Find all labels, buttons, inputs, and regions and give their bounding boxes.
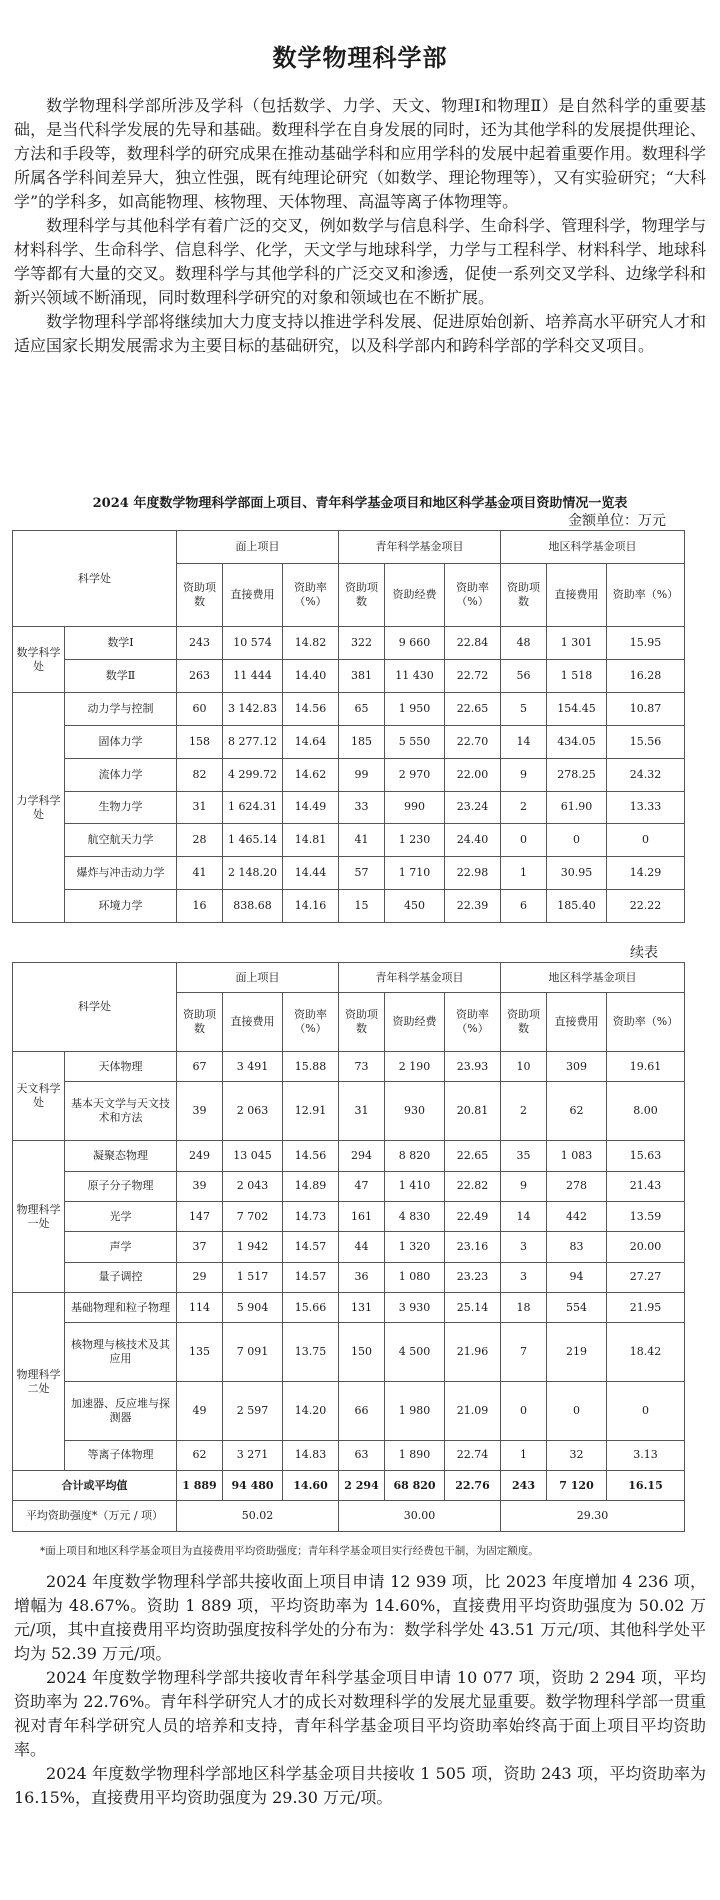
value-cell: 0 — [547, 824, 607, 857]
header-subcolumn: 资助项数 — [339, 563, 385, 627]
value-cell: 243 — [177, 627, 223, 660]
header-subcolumn: 资助经费 — [385, 993, 445, 1052]
value-cell: 1 517 — [223, 1262, 283, 1292]
summary-section — [14, 1570, 706, 1810]
header-subcolumn: 资助经费 — [385, 563, 445, 627]
total-value: 243 — [501, 1471, 547, 1501]
table-row — [13, 1082, 685, 1141]
value-cell: 2 190 — [385, 1052, 445, 1082]
table-row — [13, 1262, 685, 1292]
value-cell: 294 — [339, 1141, 385, 1171]
value-cell: 3 491 — [223, 1052, 283, 1082]
value-cell: 28 — [177, 824, 223, 857]
value-cell: 18 — [501, 1292, 547, 1322]
header-subcolumn: 资助项数 — [339, 993, 385, 1052]
value-cell: 2 — [501, 791, 547, 824]
funding-table-part1 — [12, 530, 685, 923]
value-cell: 19.61 — [607, 1052, 685, 1082]
discipline-cell: 光学 — [65, 1201, 177, 1231]
header-group: 地区科学基金项目 — [501, 531, 685, 564]
table-row — [13, 627, 685, 660]
discipline-cell: 动力学与控制 — [65, 693, 177, 726]
value-cell: 94 — [547, 1262, 607, 1292]
value-cell: 62 — [547, 1082, 607, 1141]
value-cell: 14.57 — [283, 1262, 339, 1292]
table-row — [13, 693, 685, 726]
header-subcolumn: 资助率（%） — [283, 563, 339, 627]
value-cell: 22.65 — [445, 1141, 501, 1171]
value-cell: 0 — [547, 1382, 607, 1441]
value-cell: 14.81 — [283, 824, 339, 857]
header-subcolumn: 资助项数 — [177, 563, 223, 627]
value-cell: 22.84 — [445, 627, 501, 660]
header-subcolumn: 资助率（%） — [445, 563, 501, 627]
discipline-cell: 数学Ⅱ — [65, 660, 177, 693]
value-cell: 65 — [339, 693, 385, 726]
value-cell: 14.56 — [283, 1141, 339, 1171]
value-cell: 1 080 — [385, 1262, 445, 1292]
value-cell: 0 — [607, 1382, 685, 1441]
value-cell: 22.22 — [607, 890, 685, 923]
value-cell: 22.70 — [445, 725, 501, 758]
value-cell: 263 — [177, 660, 223, 693]
value-cell: 15.56 — [607, 725, 685, 758]
value-cell: 22.72 — [445, 660, 501, 693]
header-subcolumn: 资助项数 — [177, 993, 223, 1052]
header-group: 青年科学基金项目 — [339, 531, 501, 564]
value-cell: 27.27 — [607, 1262, 685, 1292]
table-row — [13, 791, 685, 824]
value-cell: 6 — [501, 890, 547, 923]
value-cell: 3 271 — [223, 1440, 283, 1470]
value-cell: 23.23 — [445, 1262, 501, 1292]
discipline-cell: 基本天文学与天文技术和方法 — [65, 1082, 177, 1141]
discipline-cell: 爆炸与冲击动力学 — [65, 857, 177, 890]
value-cell: 7 — [501, 1323, 547, 1382]
value-cell: 16 — [177, 890, 223, 923]
value-cell: 1 890 — [385, 1440, 445, 1470]
value-cell: 2 970 — [385, 758, 445, 791]
value-cell: 44 — [339, 1232, 385, 1262]
value-cell: 22.98 — [445, 857, 501, 890]
discipline-cell: 等离子体物理 — [65, 1440, 177, 1470]
discipline-cell: 航空航天力学 — [65, 824, 177, 857]
value-cell: 219 — [547, 1323, 607, 1382]
value-cell: 10 — [501, 1052, 547, 1082]
value-cell: 15 — [339, 890, 385, 923]
discipline-cell: 加速器、反应堆与探测器 — [65, 1382, 177, 1441]
discipline-cell: 基础物理和粒子物理 — [65, 1292, 177, 1322]
value-cell: 450 — [385, 890, 445, 923]
summary-paragraph: 2024 年度数学物理科学部共接收青年科学基金项目申请 10 077 项，资助 2 294 项，平均资助率为 22.76%。青年科学研究人才的成长对数理科学的发展尤显重要。数学物理科学部一贯重视对青年科学研究人员的培养和支持，青年科学基金项目平均资助率始终高于面上项目平均资助率。 — [14, 1668, 706, 1759]
value-cell: 63 — [339, 1440, 385, 1470]
discipline-cell: 固体力学 — [65, 725, 177, 758]
value-cell: 1 301 — [547, 627, 607, 660]
value-cell: 1 710 — [385, 857, 445, 890]
intro-paragraph: 数学物理科学部将继续加大力度支持以推进学科发展、促进原始创新、培养高水平研究人才和适应国家长期发展需求为主要目标的基础研究，以及科学部内和跨科学部的学科交叉项目。 — [14, 312, 706, 355]
header-row — [13, 531, 685, 564]
header-subcolumn: 资助率（%） — [283, 993, 339, 1052]
value-cell: 9 660 — [385, 627, 445, 660]
table-row — [13, 725, 685, 758]
value-cell: 13.33 — [607, 791, 685, 824]
total-label: 合计或平均值 — [13, 1471, 177, 1501]
value-cell: 31 — [339, 1082, 385, 1141]
discipline-cell: 凝聚态物理 — [65, 1141, 177, 1171]
table-row — [13, 1141, 685, 1171]
summary-paragraph: 2024 年度数学物理科学部地区科学基金项目共接收 1 505 项，资助 243 项，平均资助率为 16.15%，直接费用平均资助强度为 29.30 万元/项。 — [14, 1764, 706, 1807]
value-cell: 61.90 — [547, 791, 607, 824]
value-cell: 13 045 — [223, 1141, 283, 1171]
value-cell: 15.63 — [607, 1141, 685, 1171]
value-cell: 990 — [385, 791, 445, 824]
table-row — [13, 1052, 685, 1082]
total-value: 1 889 — [177, 1471, 223, 1501]
value-cell: 554 — [547, 1292, 607, 1322]
value-cell: 4 299.72 — [223, 758, 283, 791]
value-cell: 21.43 — [607, 1171, 685, 1201]
header-group: 面上项目 — [177, 963, 339, 993]
table-row — [13, 1201, 685, 1231]
value-cell: 309 — [547, 1052, 607, 1082]
total-value: 22.76 — [445, 1471, 501, 1501]
value-cell: 83 — [547, 1232, 607, 1262]
value-cell: 22.82 — [445, 1171, 501, 1201]
value-cell: 14.49 — [283, 791, 339, 824]
value-cell: 22.39 — [445, 890, 501, 923]
value-cell: 18.42 — [607, 1323, 685, 1382]
value-cell: 14.73 — [283, 1201, 339, 1231]
value-cell: 838.68 — [223, 890, 283, 923]
header-subcolumn: 直接费用 — [223, 993, 283, 1052]
value-cell: 14 — [501, 725, 547, 758]
value-cell: 150 — [339, 1323, 385, 1382]
value-cell: 1 320 — [385, 1232, 445, 1262]
value-cell: 161 — [339, 1201, 385, 1231]
value-cell: 3 — [501, 1262, 547, 1292]
value-cell: 278.25 — [547, 758, 607, 791]
value-cell: 1 950 — [385, 693, 445, 726]
value-cell: 13.59 — [607, 1201, 685, 1231]
value-cell: 25.14 — [445, 1292, 501, 1322]
discipline-cell: 声学 — [65, 1232, 177, 1262]
value-cell: 23.93 — [445, 1052, 501, 1082]
value-cell: 1 465.14 — [223, 824, 283, 857]
value-cell: 37 — [177, 1232, 223, 1262]
value-cell: 381 — [339, 660, 385, 693]
value-cell: 2 063 — [223, 1082, 283, 1141]
value-cell: 154.45 — [547, 693, 607, 726]
total-row — [13, 1471, 685, 1501]
value-cell: 47 — [339, 1171, 385, 1201]
value-cell: 39 — [177, 1171, 223, 1201]
value-cell: 1 624.31 — [223, 791, 283, 824]
value-cell: 32 — [547, 1440, 607, 1470]
value-cell: 1 — [501, 1440, 547, 1470]
table-unit: 金额单位：万元 — [568, 513, 666, 529]
value-cell: 21.96 — [445, 1323, 501, 1382]
average-value: 30.00 — [339, 1501, 501, 1532]
value-cell: 158 — [177, 725, 223, 758]
average-row — [13, 1501, 685, 1532]
table-row — [13, 1440, 685, 1470]
total-value: 94 480 — [223, 1471, 283, 1501]
value-cell: 2 — [501, 1082, 547, 1141]
value-cell: 8.00 — [607, 1082, 685, 1141]
table-row — [13, 1292, 685, 1322]
value-cell: 3 — [501, 1232, 547, 1262]
value-cell: 36 — [339, 1262, 385, 1292]
table-footnote: *面上项目和地区科学基金项目为直接费用平均资助强度；青年科学基金项目实行经费包干制，为固定额度。 — [40, 1545, 539, 1557]
value-cell: 57 — [339, 857, 385, 890]
value-cell: 24.32 — [607, 758, 685, 791]
value-cell: 22.00 — [445, 758, 501, 791]
value-cell: 49 — [177, 1382, 223, 1441]
value-cell: 11 430 — [385, 660, 445, 693]
value-cell: 14.56 — [283, 693, 339, 726]
table-row — [13, 824, 685, 857]
header-subcolumn: 直接费用 — [547, 993, 607, 1052]
intro-section — [14, 94, 706, 358]
average-value: 29.30 — [501, 1501, 685, 1532]
value-cell: 67 — [177, 1052, 223, 1082]
value-cell: 10.87 — [607, 693, 685, 726]
value-cell: 0 — [501, 824, 547, 857]
value-cell: 1 518 — [547, 660, 607, 693]
value-cell: 14.44 — [283, 857, 339, 890]
value-cell: 16.28 — [607, 660, 685, 693]
value-cell: 278 — [547, 1171, 607, 1201]
discipline-cell: 流体力学 — [65, 758, 177, 791]
value-cell: 5 — [501, 693, 547, 726]
table-row — [13, 660, 685, 693]
value-cell: 60 — [177, 693, 223, 726]
value-cell: 7 702 — [223, 1201, 283, 1231]
value-cell: 99 — [339, 758, 385, 791]
value-cell: 14.20 — [283, 1382, 339, 1441]
value-cell: 62 — [177, 1440, 223, 1470]
table-row — [13, 890, 685, 923]
value-cell: 1 — [501, 857, 547, 890]
table-row — [13, 758, 685, 791]
value-cell: 21.09 — [445, 1382, 501, 1441]
value-cell: 14.62 — [283, 758, 339, 791]
header-science-dept: 科学处 — [13, 963, 177, 1052]
total-value: 7 120 — [547, 1471, 607, 1501]
value-cell: 12.91 — [283, 1082, 339, 1141]
value-cell: 22.49 — [445, 1201, 501, 1231]
value-cell: 22.74 — [445, 1440, 501, 1470]
intro-paragraph: 数理科学与其他科学有着广泛的交叉，例如数学与信息科学、生命科学、管理科学，物理学与材料科学、生命科学、信息科学、化学，天文学与地球科学，力学与工程科学、材料科学、地球科学等都有大量的交叉。数理科学与其他学科的广泛交叉和渗透，促使一系列交叉学科、边缘学科和新兴领域不断涌现，同时数理科学研究的对象和领域也在不断扩展。 — [14, 216, 706, 307]
value-cell: 0 — [501, 1382, 547, 1441]
table-row — [13, 1232, 685, 1262]
value-cell: 5 904 — [223, 1292, 283, 1322]
value-cell: 14.57 — [283, 1232, 339, 1262]
value-cell: 14.29 — [607, 857, 685, 890]
value-cell: 14.40 — [283, 660, 339, 693]
value-cell: 2 043 — [223, 1171, 283, 1201]
value-cell: 131 — [339, 1292, 385, 1322]
total-value: 16.15 — [607, 1471, 685, 1501]
value-cell: 33 — [339, 791, 385, 824]
discipline-cell: 核物理与核技术及其应用 — [65, 1323, 177, 1382]
value-cell: 14 — [501, 1201, 547, 1231]
discipline-cell: 量子调控 — [65, 1262, 177, 1292]
value-cell: 14.82 — [283, 627, 339, 660]
table-row — [13, 1171, 685, 1201]
dept-cell: 天文科学处 — [13, 1052, 65, 1141]
value-cell: 3.13 — [607, 1440, 685, 1470]
value-cell: 48 — [501, 627, 547, 660]
value-cell: 1 942 — [223, 1232, 283, 1262]
value-cell: 23.24 — [445, 791, 501, 824]
header-subcolumn: 资助率（%） — [445, 993, 501, 1052]
value-cell: 22.65 — [445, 693, 501, 726]
summary-paragraph: 2024 年度数学物理科学部共接收面上项目申请 12 939 项，比 2023 年度增加 4 236 项，增幅为 48.67%。资助 1 889 项，平均资助率为 14.60%，直接费用平均资助强度为 50.02 万元/项，其中直接费用平均资助强度按科学处的分布为：数学科学处 43.51 万元/项、其他科学处平均为 52.39 万元/项。 — [14, 1572, 706, 1663]
header-subcolumn: 资助率（%） — [607, 993, 685, 1052]
value-cell: 114 — [177, 1292, 223, 1322]
value-cell: 15.66 — [283, 1292, 339, 1322]
dept-cell: 数学科学处 — [13, 627, 65, 693]
discipline-cell: 环境力学 — [65, 890, 177, 923]
value-cell: 66 — [339, 1382, 385, 1441]
value-cell: 147 — [177, 1201, 223, 1231]
header-subcolumn: 直接费用 — [223, 563, 283, 627]
value-cell: 39 — [177, 1082, 223, 1141]
value-cell: 930 — [385, 1082, 445, 1141]
page-title: 数学物理科学部 — [272, 44, 448, 72]
value-cell: 11 444 — [223, 660, 283, 693]
value-cell: 7 091 — [223, 1323, 283, 1382]
value-cell: 4 500 — [385, 1323, 445, 1382]
header-group: 青年科学基金项目 — [339, 963, 501, 993]
value-cell: 20.00 — [607, 1232, 685, 1262]
value-cell: 15.95 — [607, 627, 685, 660]
header-group: 面上项目 — [177, 531, 339, 564]
discipline-cell: 天体物理 — [65, 1052, 177, 1082]
average-label: 平均资助强度*（万元 / 项） — [13, 1501, 177, 1532]
value-cell: 23.16 — [445, 1232, 501, 1262]
total-value: 68 820 — [385, 1471, 445, 1501]
value-cell: 2 597 — [223, 1382, 283, 1441]
value-cell: 10 574 — [223, 627, 283, 660]
value-cell: 0 — [607, 824, 685, 857]
discipline-cell: 生物力学 — [65, 791, 177, 824]
value-cell: 13.75 — [283, 1323, 339, 1382]
dept-cell: 物理科学一处 — [13, 1141, 65, 1293]
value-cell: 41 — [177, 857, 223, 890]
average-value: 50.02 — [177, 1501, 339, 1532]
value-cell: 2 148.20 — [223, 857, 283, 890]
header-group: 地区科学基金项目 — [501, 963, 685, 993]
value-cell: 31 — [177, 791, 223, 824]
value-cell: 135 — [177, 1323, 223, 1382]
value-cell: 29 — [177, 1262, 223, 1292]
value-cell: 73 — [339, 1052, 385, 1082]
value-cell: 3 142.83 — [223, 693, 283, 726]
value-cell: 8 820 — [385, 1141, 445, 1171]
dept-cell: 力学科学处 — [13, 693, 65, 923]
value-cell: 3 930 — [385, 1292, 445, 1322]
table-continued-label: 续表 — [630, 945, 658, 961]
table-row — [13, 857, 685, 890]
value-cell: 1 230 — [385, 824, 445, 857]
value-cell: 434.05 — [547, 725, 607, 758]
discipline-cell: 原子分子物理 — [65, 1171, 177, 1201]
total-value: 2 294 — [339, 1471, 385, 1501]
value-cell: 322 — [339, 627, 385, 660]
value-cell: 8 277.12 — [223, 725, 283, 758]
value-cell: 185.40 — [547, 890, 607, 923]
value-cell: 35 — [501, 1141, 547, 1171]
discipline-cell: 数学Ⅰ — [65, 627, 177, 660]
value-cell: 1 410 — [385, 1171, 445, 1201]
value-cell: 56 — [501, 660, 547, 693]
dept-cell: 物理科学二处 — [13, 1292, 65, 1470]
value-cell: 249 — [177, 1141, 223, 1171]
value-cell: 442 — [547, 1201, 607, 1231]
value-cell: 185 — [339, 725, 385, 758]
value-cell: 14.16 — [283, 890, 339, 923]
value-cell: 21.95 — [607, 1292, 685, 1322]
header-subcolumn: 资助率（%） — [607, 563, 685, 627]
table-row — [13, 1382, 685, 1441]
value-cell: 15.88 — [283, 1052, 339, 1082]
value-cell: 4 830 — [385, 1201, 445, 1231]
value-cell: 14.89 — [283, 1171, 339, 1201]
value-cell: 1 980 — [385, 1382, 445, 1441]
table-caption: 2024 年度数学物理科学部面上项目、青年科学基金项目和地区科学基金项目资助情况一览表 — [92, 496, 628, 511]
value-cell: 14.64 — [283, 725, 339, 758]
value-cell: 14.83 — [283, 1440, 339, 1470]
header-subcolumn: 直接费用 — [547, 563, 607, 627]
value-cell: 1 083 — [547, 1141, 607, 1171]
value-cell: 30.95 — [547, 857, 607, 890]
header-science-dept: 科学处 — [13, 531, 177, 627]
table-row — [13, 1323, 685, 1382]
value-cell: 20.81 — [445, 1082, 501, 1141]
value-cell: 9 — [501, 758, 547, 791]
value-cell: 5 550 — [385, 725, 445, 758]
value-cell: 41 — [339, 824, 385, 857]
total-value: 14.60 — [283, 1471, 339, 1501]
funding-table-part2 — [12, 962, 685, 1532]
intro-paragraph: 数学物理科学部所涉及学科（包括数学、力学、天文、物理Ⅰ和物理Ⅱ）是自然科学的重要基础，是当代科学发展的先导和基础。数理科学在自身发展的同时，还为其他学科的发展提供理论、方法和手段等，数理科学的研究成果在推动基础学科和应用学科的发展中起着重要作用。数理科学所属各学科间差异大，独立性强，既有纯理论研究（如数学、理论物理等），又有实验研究；“大科学”的学科多，如高能物理、核物理、天体物理、高温等离子体物理等。 — [14, 96, 706, 211]
value-cell: 82 — [177, 758, 223, 791]
value-cell: 24.40 — [445, 824, 501, 857]
value-cell: 9 — [501, 1171, 547, 1201]
header-row — [13, 963, 685, 993]
header-subcolumn: 资助项数 — [501, 563, 547, 627]
header-subcolumn: 资助项数 — [501, 993, 547, 1052]
